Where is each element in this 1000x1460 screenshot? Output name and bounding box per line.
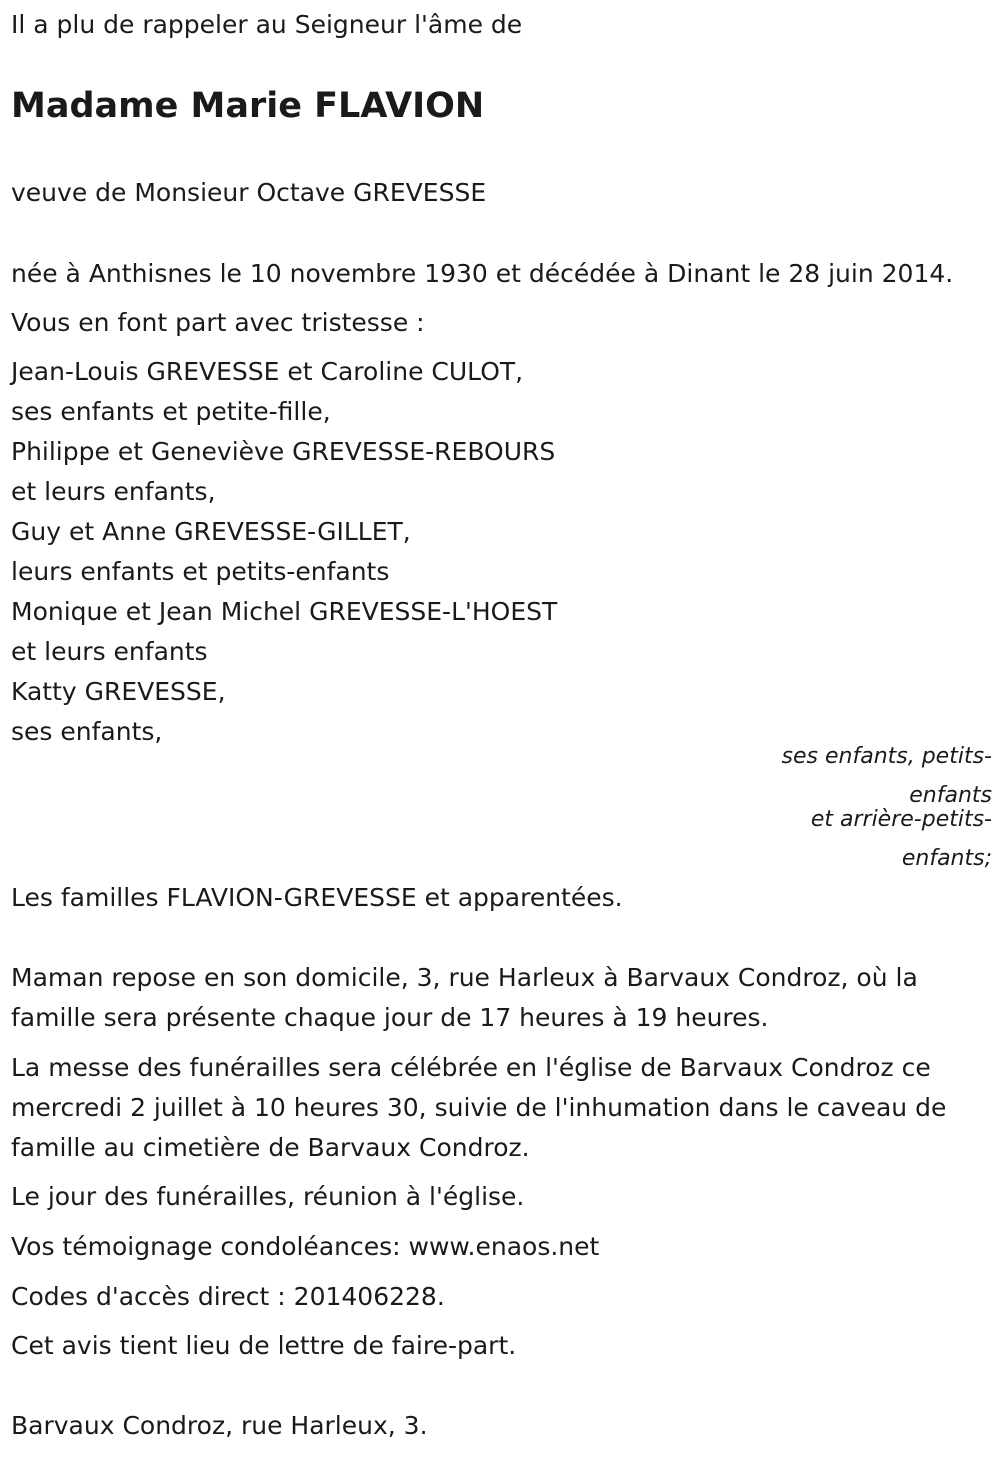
access-code-text: Codes d'accès direct : 201406228. <box>11 1282 445 1311</box>
family-line: Philippe et Geneviève GREVESSE-REBOURS <box>11 437 556 466</box>
family-line: et leurs enfants, <box>11 477 216 506</box>
side-note-line: et arrière-petits- <box>810 807 992 832</box>
family-line: ses enfants, <box>11 717 163 746</box>
intro-text: Il a plu de rappeler au Seigneur l'âme de <box>11 10 523 39</box>
family-line: et leurs enfants <box>11 637 208 666</box>
family-line: Katty GREVESSE, <box>11 677 226 706</box>
deceased-name: Madame Marie FLAVION <box>11 86 485 126</box>
family-line: Monique et Jean Michel GREVESSE-L'HOEST <box>11 597 558 626</box>
family-line: leurs enfants et petits-enfants <box>11 557 390 586</box>
side-note-line: enfants <box>909 783 992 808</box>
address-text: Barvaux Condroz, rue Harleux, 3. <box>11 1411 428 1440</box>
funeral-mass-text: La messe des funérailles sera célébrée en l'église de Barvaux Condroz ce mercredi 2 juillet à 10 heures 30, suivie de l'inhumation dans le caveau de famille au cimetière de Barvaux Condroz. <box>11 1053 947 1162</box>
side-note-line: ses enfants, petits- <box>781 744 992 769</box>
letter-note-text: Cet avis tient lieu de lettre de faire-part. <box>11 1331 517 1360</box>
families-text: Les familles FLAVION-GREVESSE et apparentées. <box>11 883 623 912</box>
family-list <box>11 352 557 752</box>
birth-death-text: née à Anthisnes le 10 novembre 1930 et décédée à Dinant le 28 juin 2014. <box>11 259 954 288</box>
family-line: Guy et Anne GREVESSE-GILLET, <box>11 517 411 546</box>
rest-location-text: Maman repose en son domicile, 3, rue Harleux à Barvaux Condroz, où la famille sera présente chaque jour de 17 heures à 19 heures. <box>11 963 918 1032</box>
condolences-text: Vos témoignage condoléances: www.enaos.net <box>11 1232 600 1261</box>
family-line: ses enfants et petite-fille, <box>11 397 331 426</box>
meeting-text: Le jour des funérailles, réunion à l'église. <box>11 1182 525 1211</box>
announce-text: Vous en font part avec tristesse : <box>11 308 425 337</box>
widow-of-text: veuve de Monsieur Octave GREVESSE <box>11 178 487 207</box>
side-note-line: enfants; <box>901 846 992 871</box>
family-line: Jean-Louis GREVESSE et Caroline CULOT, <box>11 357 524 386</box>
